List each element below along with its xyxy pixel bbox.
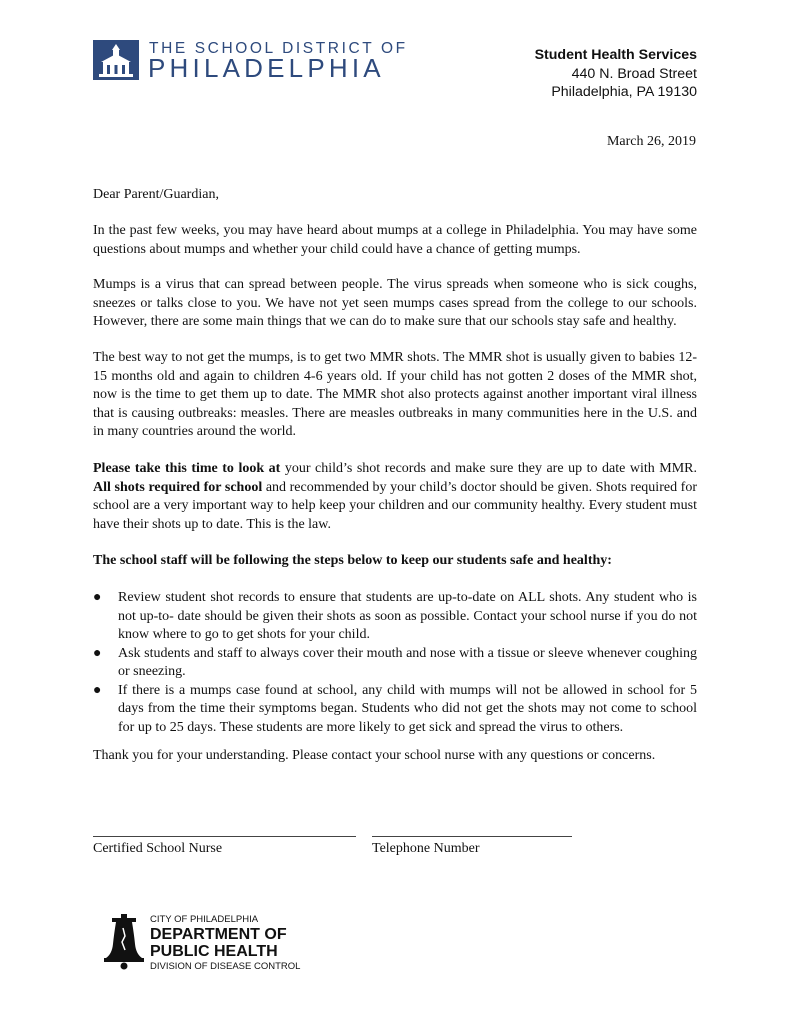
nurse-label: Certified School Nurse [93,841,223,856]
paragraph-3: The best way to not get the mumps, is to get two MMR shots. The MMR shot is usually given to babies 12-15 months old and again to children 4-6 years old. If your child has not gotten 2 doses of the MMR shot, now is the time to get them up to date. The MMR shot also protects against another important viral illness that is causing outbreaks: measles. There are measles outbreaks in many communities here in the U.S. and in many countries around the world. [93,350,697,439]
school-district-logo [93,40,433,82]
emphasis-shots-required: All shots required for school [93,479,263,495]
salutation: Dear Parent/Guardian, [93,187,219,202]
nurse-signature-line [93,836,356,837]
paragraph-4-text-1: your child’s shot records and make sure they are up to date with MMR. [280,461,697,476]
district-name-line1: THE SCHOOL DISTRICT OF [149,40,408,57]
address-city: Philadelphia, PA 19130 [551,84,697,100]
address-block [535,46,697,102]
paragraph-4-text-2: and recommended by your child’s doctor should be given. Shots required for school are a very important way to help keep your children and our community healthy. Every student must have their shots up to date. This is the law. [93,479,697,532]
public-health-label: PUBLIC HEALTH [150,943,278,960]
paragraph-4 [93,460,697,534]
letter-date: March 26, 2019 [606,134,696,149]
emphasis-look-at-records: Please take this time to look at [93,461,281,476]
address-street: 440 N. Broad Street [571,65,697,82]
division-label: DIVISION OF DISEASE CONTROL [150,961,301,972]
steps-heading: The school staff will be following the steps below to keep our students safe and healthy: [93,553,612,568]
list-item-text: If there is a mumps case found at school, any child with mumps will not be allowed in school for 5 days from the time their symptoms began. Students who did not get the shots may not come to school for up to 25 days. These students are more likely to get sick and spread the virus to others. [118,682,697,735]
city-label: CITY OF PHILADELPHIA [150,914,259,925]
paragraph-2: Mumps is a virus that can spread between people. The virus spreads when someone who is sick coughs, sneezes or talks close to you. We have not yet seen mumps cases spread from the college to our schools. However, there are some main things that we can do to make sure that our schools stay safe and healthy. [93,277,697,329]
paragraph-1: In the past few weeks, you may have heard about mumps at a college in Philadelphia. You may have some questions about mumps and whether your child could have a chance of getting mumps. [93,223,697,257]
list-item [93,682,697,738]
phone-label: Telephone Number [372,841,480,856]
steps-list [93,589,697,737]
list-item [93,589,697,645]
phone-signature-line [372,836,572,837]
office-name: Student Health Services [534,47,697,63]
list-item [93,645,697,682]
list-item-text: Ask students and staff to always cover their mouth and nose with a tissue or sleeve whenever coughing or sneezing. [118,645,697,679]
district-name-line2: PHILADELPHIA [148,53,385,83]
bullet-icon: ● [93,682,102,698]
department-label: DEPARTMENT OF [150,926,287,943]
bullet-icon: ● [93,645,102,661]
bullet-icon: ● [93,590,102,605]
liberty-bell-icon [104,914,144,970]
public-health-logo [104,914,324,974]
school-building-icon [93,40,139,80]
list-item-text: Review student shot records to ensure that students are up-to-date on ALL shots. Any student who is not up-to- date should be given their shots as soon as possible. Contact your school nurse if you do not know where to go to get shots for your child. [118,590,697,642]
closing-paragraph: Thank you for your understanding. Please contact your school nurse with any questions or concerns. [93,748,656,763]
